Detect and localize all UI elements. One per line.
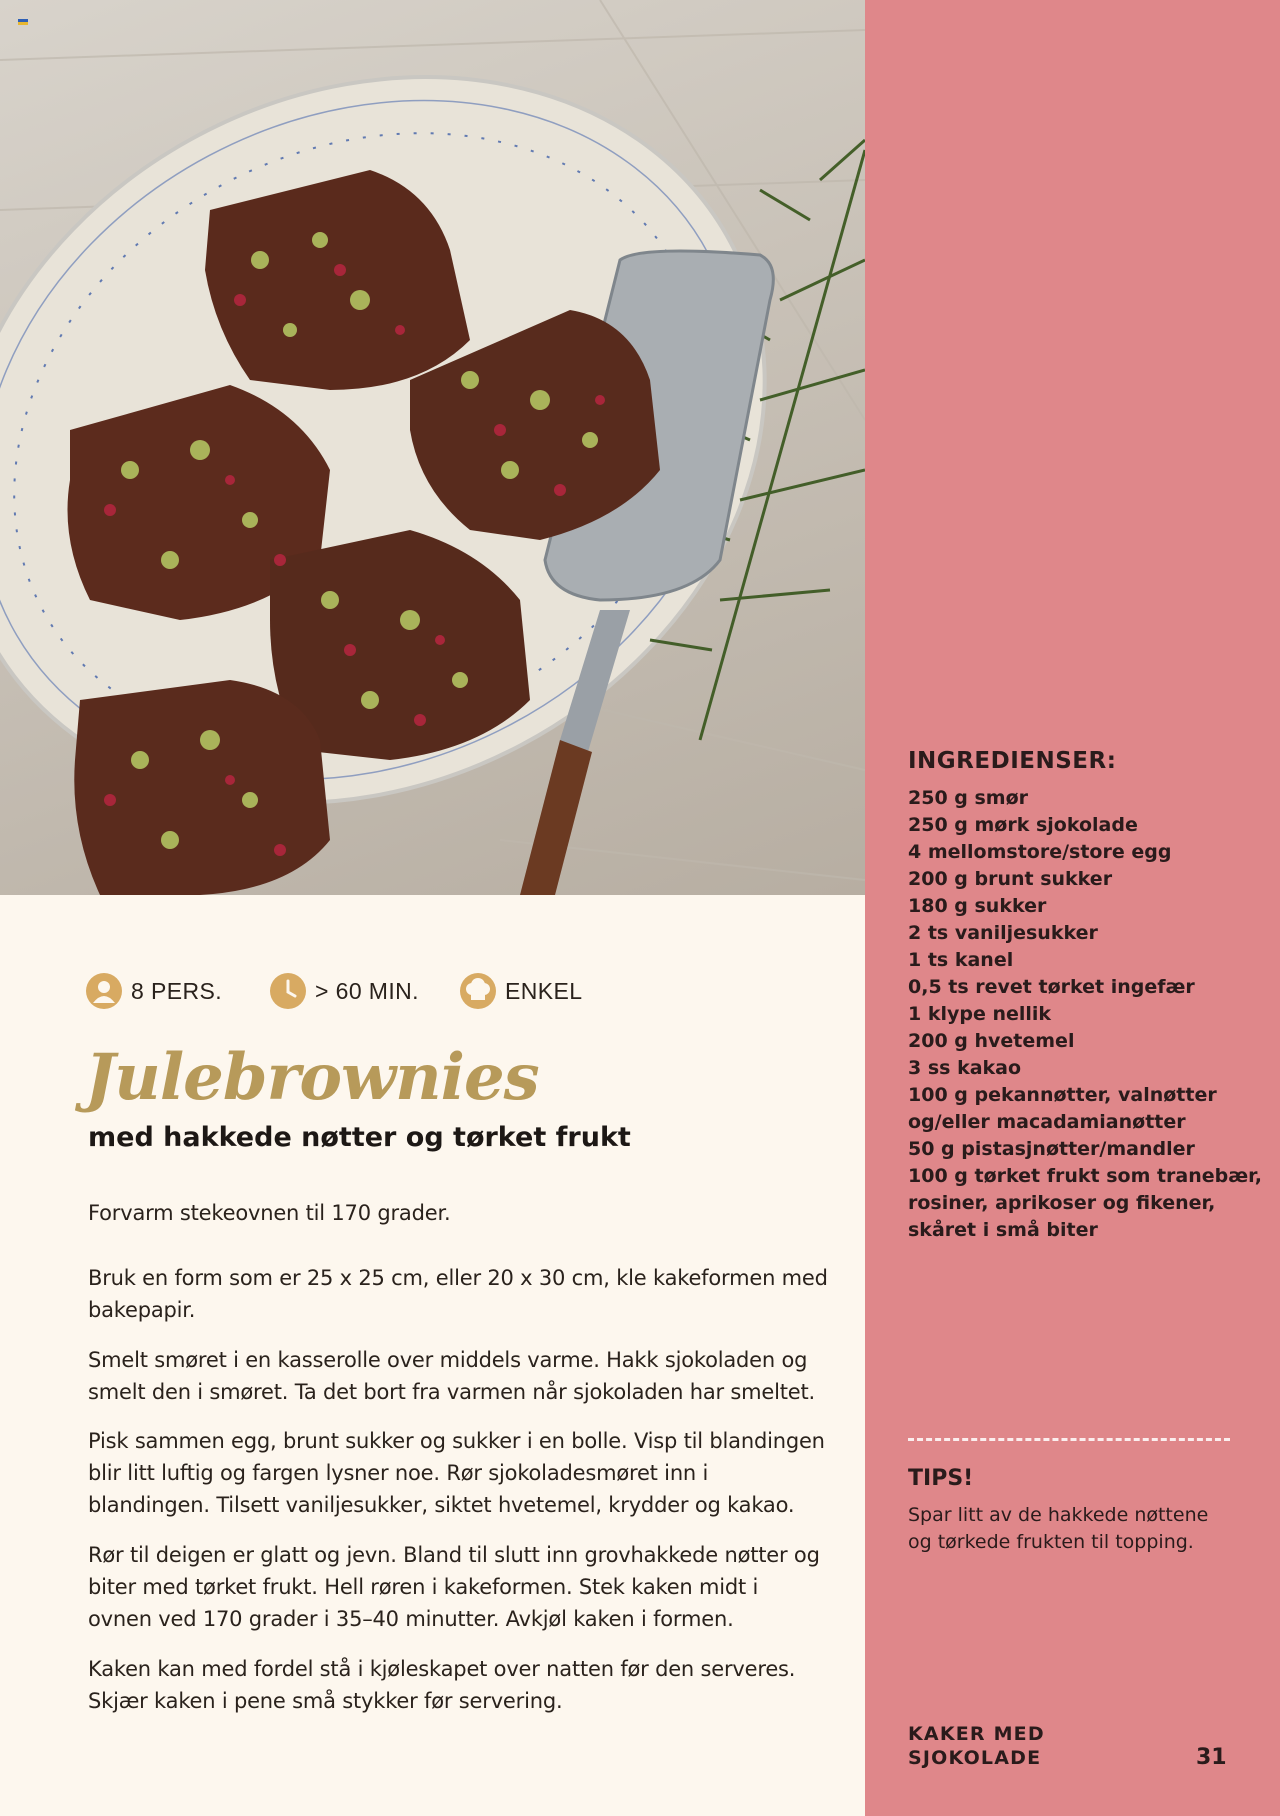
step-paragraph: Smelt smøret i en kasserolle over middels varme. Hakk sjokoladen og smelt den i smøret. Ta det bort fra varmen når sjokoladen har smeltet. [88, 1348, 816, 1404]
ingredients-list [908, 785, 1262, 1244]
step-paragraph: Forvarm stekeovnen til 170 grader. [88, 1201, 451, 1225]
recipe-photo [0, 0, 865, 895]
list-item: 250 g mørk sjokolade [908, 814, 1138, 836]
list-item: 250 g smør [908, 787, 1029, 809]
servings-info [86, 972, 222, 1010]
step-paragraph: Pisk sammen egg, brunt sukker og sukker i en bolle. Visp til blandingen blir litt luftig og fargen lysner noe. Rør sjokoladesmøret inn i blandingen. Tilsett vaniljesukker, siktet hvetemel, krydder og kakao. [88, 1429, 825, 1517]
list-item: 50 g pistasjnøtter/mandler [908, 1138, 1195, 1160]
list-item: 1 klype nellik [908, 1003, 1052, 1025]
list-item: 0,5 ts revet tørket ingefær [908, 976, 1195, 998]
recipe-subtitle: med hakkede nøtter og tørket frukt [88, 1122, 631, 1153]
list-item: 4 mellomstore/store egg [908, 841, 1172, 863]
chef-hat-icon [460, 973, 496, 1009]
page-number: 31 [1196, 1745, 1227, 1770]
flag-icon [18, 19, 28, 25]
list-item: 1 ts kanel [908, 949, 1014, 971]
time-text: > 60 MIN. [315, 977, 419, 1004]
section-label: KAKER MED SJOKOLADE [908, 1723, 1045, 1769]
dashed-divider [908, 1438, 1230, 1441]
list-item: 180 g sukker [908, 895, 1047, 917]
tips-heading: TIPS! [908, 1466, 974, 1491]
person-icon [86, 973, 122, 1009]
step-paragraph: Kaken kan med fordel stå i kjøleskapet over natten før den serveres. Skjær kaken i pene små stykker før servering. [88, 1657, 796, 1713]
step-paragraph: Rør til deigen er glatt og jevn. Bland til slutt inn grovhakkede nøtter og biter med tørket frukt. Hell røren i kakeformen. Stek kaken midt i ovnen ved 170 grader i 35–40 minutter. Avkjøl kaken i formen. [88, 1543, 820, 1631]
time-info [270, 972, 419, 1010]
recipe-title: Julebrownies [85, 1040, 539, 1115]
list-item: 2 ts vaniljesukker [908, 922, 1098, 944]
difficulty-text: ENKEL [505, 977, 583, 1004]
list-item: skåret i små biter [908, 1219, 1098, 1241]
list-item: 100 g pekannøtter, valnøtter [908, 1084, 1217, 1106]
clock-icon [270, 973, 306, 1009]
list-item: 200 g brunt sukker [908, 868, 1113, 890]
step-paragraph: Bruk en form som er 25 x 25 cm, eller 20 x 30 cm, kle kakeformen med bakepapir. [88, 1266, 828, 1322]
servings-text: 8 PERS. [131, 977, 223, 1004]
difficulty-info [460, 972, 582, 1010]
tips-text: Spar litt av de hakkede nøttene og tørkede frukten til topping. [908, 1504, 1209, 1553]
list-item: 200 g hvetemel [908, 1030, 1075, 1052]
list-item: 100 g tørket frukt som tranebær, [908, 1165, 1262, 1187]
ingredients-heading: INGREDIENSER: [908, 748, 1117, 774]
list-item: 3 ss kakao [908, 1057, 1022, 1079]
list-item: rosiner, aprikoser og fikener, [908, 1192, 1216, 1214]
list-item: og/eller macadamianøtter [908, 1111, 1186, 1133]
